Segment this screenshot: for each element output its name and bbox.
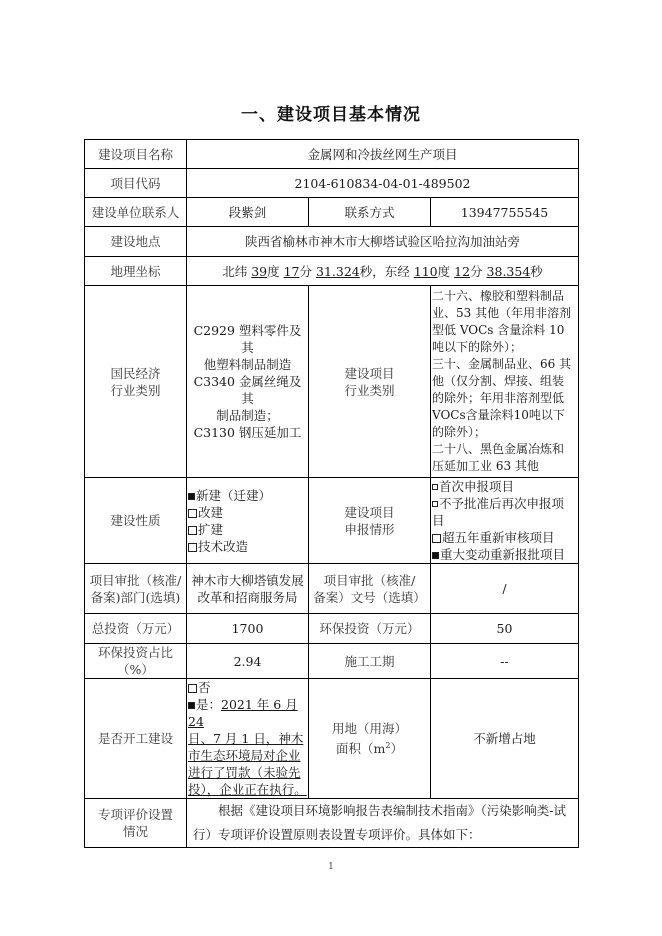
- started-option-no[interactable]: [188, 679, 307, 696]
- industry-line: 型低 VOCs 含量涂料 10: [432, 323, 565, 337]
- coords-value: [187, 257, 579, 286]
- started-detail-line: 投），企业正在执行。: [188, 782, 307, 797]
- declaration-option-resubmit[interactable]: [432, 495, 577, 512]
- label-line: 情况: [122, 824, 148, 839]
- project-code-value: 2104-610834-04-01-489502: [187, 169, 579, 198]
- lon-minutes: 12: [454, 263, 471, 279]
- project-name-value: 金属网和冷拔丝网生产项目: [187, 140, 579, 169]
- lat-degrees: 39: [251, 263, 268, 279]
- industry-line: 他塑料制品制造: [203, 357, 292, 372]
- option-label: 不予批准后再次申报项: [439, 496, 565, 511]
- industry-line: 三十、金属制品业、66 其: [432, 357, 572, 371]
- industry-line: VOCs含量涂料10吨以下: [432, 408, 565, 422]
- superscript: 2: [385, 740, 391, 750]
- value-line: 神木市大柳塔镇发展: [191, 572, 304, 588]
- approval-dept-label: [85, 564, 187, 614]
- started-value: [187, 679, 309, 799]
- started-label: 是否开工建设: [85, 679, 187, 799]
- industry-line: C3340 金属丝绳及其: [193, 374, 302, 406]
- contact-name: 段紫剑: [187, 198, 309, 227]
- industry-line: 的除外；年用非溶剂型低: [432, 391, 565, 405]
- construction-period-value: --: [431, 644, 579, 679]
- env-ratio-value: 2.94: [187, 644, 309, 679]
- land-area-label: [309, 679, 431, 799]
- nature-option-new[interactable]: [188, 487, 307, 504]
- started-option-yes[interactable]: [188, 696, 307, 730]
- nature-option-rebuild[interactable]: [188, 504, 307, 521]
- env-invest-label: 环保投资（万元）: [309, 614, 431, 644]
- row-approval: [85, 564, 579, 614]
- coords-label: 地理坐标: [85, 257, 187, 286]
- label-line: 行业类别: [344, 382, 395, 398]
- label-line: [310, 737, 429, 757]
- started-detail-line: 2021 年 6 月 24: [188, 697, 298, 729]
- sec-unit: 秒: [359, 263, 373, 279]
- row-industry: [85, 286, 579, 478]
- industry-line: C2929 塑料零件及其: [193, 323, 302, 355]
- label-line: 用地（用海）: [331, 720, 407, 736]
- checkbox-empty-icon[interactable]: [432, 484, 438, 490]
- industry-line: 吨以下的除外）；: [432, 340, 523, 354]
- location-label: 建设地点: [85, 227, 187, 257]
- declaration-label: [309, 478, 431, 564]
- row-special-eval: [85, 799, 579, 848]
- row-project-code: [85, 169, 579, 198]
- national-industry-label: [85, 286, 187, 478]
- page-title: 一、建设项目基本情况: [241, 105, 421, 125]
- lat-minutes: 17: [283, 263, 300, 279]
- env-ratio-label: [85, 644, 187, 679]
- option-label: 新建（迁建）: [196, 487, 272, 503]
- label-line: 国民经济: [110, 365, 161, 381]
- coords-separator: ，东经: [372, 263, 410, 279]
- label-line: 环保投资占比: [97, 645, 173, 660]
- total-invest-value: 1700: [187, 614, 309, 644]
- special-eval-label: [85, 799, 187, 848]
- industry-line: 的除外）；: [432, 425, 487, 439]
- checkbox-empty-icon[interactable]: [188, 526, 197, 535]
- option-label: 重大变动重新报批项目: [440, 547, 566, 562]
- label-line: 建设项目: [344, 504, 395, 520]
- checkbox-checked-icon[interactable]: [188, 493, 195, 500]
- started-detail-line: 进行了罚款（未验先: [188, 765, 301, 780]
- checkbox-checked-icon[interactable]: [432, 552, 439, 559]
- label-line: （%）: [117, 662, 154, 677]
- env-invest-value: 50: [431, 614, 579, 644]
- project-code-label: 项目代码: [85, 169, 187, 198]
- location-value: 陕西省榆林市神木市大柳塔试验区哈拉沟加油站旁: [187, 227, 579, 257]
- project-industry-value: [431, 286, 579, 478]
- industry-line: 二十六、橡胶和塑料制品: [432, 289, 565, 303]
- option-label: 改建: [198, 504, 224, 520]
- project-industry-label: [309, 286, 431, 478]
- checkbox-empty-icon[interactable]: [188, 509, 197, 518]
- row-env-ratio: [85, 644, 579, 679]
- row-location: [85, 227, 579, 257]
- option-label: 首次申报项目: [439, 479, 515, 494]
- label-line: 备案）文号（选填）: [313, 589, 426, 605]
- lat-prefix: 北纬: [222, 263, 248, 279]
- option-label: 超五年重新审核项目: [442, 530, 555, 545]
- option-label: 技术改造: [198, 538, 249, 554]
- label-line: 申报情形: [344, 521, 395, 537]
- checkbox-empty-icon[interactable]: [432, 534, 441, 543]
- row-project-name: [85, 140, 579, 169]
- industry-line: C3130 钢压延加工: [193, 425, 302, 440]
- label-text: ）: [390, 741, 403, 757]
- started-detail-line: 日、7 月 1 日，神木: [188, 731, 304, 746]
- declaration-options: [431, 478, 579, 564]
- label-line: 建设项目: [344, 365, 395, 381]
- label-line: 行业类别: [110, 382, 161, 398]
- nature-option-expand[interactable]: [188, 521, 307, 538]
- project-info-table: [84, 139, 579, 848]
- min-unit: 分: [299, 263, 313, 279]
- nature-option-tech[interactable]: [188, 538, 307, 555]
- industry-line: 他（仅分割、焊接、组装: [432, 374, 565, 388]
- row-nature: [85, 478, 579, 564]
- declaration-option-five-year[interactable]: [432, 529, 577, 546]
- project-name-label: 建设项目名称: [85, 140, 187, 169]
- deg-unit: 度: [267, 263, 280, 279]
- value-line: 改革和招商服务局: [197, 589, 298, 605]
- option-label: 否: [198, 680, 211, 695]
- label-text: 面积（m: [336, 741, 386, 757]
- contact-label: 建设单位联系人: [85, 198, 187, 227]
- sec-unit: 秒: [530, 263, 543, 279]
- label-line: 项目审批（核准/: [89, 572, 182, 588]
- declaration-option-major-change[interactable]: [432, 546, 577, 563]
- approval-dept-value: [187, 564, 309, 614]
- nature-options: [187, 478, 309, 564]
- checkbox-empty-icon[interactable]: [188, 543, 197, 552]
- started-detail-line: 市生态环境局对企业: [188, 748, 301, 763]
- construction-period-label: 施工工期: [309, 644, 431, 679]
- checkbox-empty-icon[interactable]: [432, 501, 438, 507]
- approval-doc-label: [309, 564, 431, 614]
- row-started: [85, 679, 579, 799]
- option-label-continued: 目: [432, 513, 445, 528]
- row-investment: [85, 614, 579, 644]
- nature-label: 建设性质: [85, 478, 187, 564]
- option-label: 扩建: [198, 521, 224, 537]
- contact-method-label: 联系方式: [309, 198, 431, 227]
- declaration-option-first[interactable]: [432, 478, 577, 495]
- row-contact: [85, 198, 579, 227]
- lon-degrees: 110: [413, 263, 438, 279]
- industry-line: 制品制造；: [216, 408, 279, 423]
- industry-line: 业、53 其他（年用非溶剂: [432, 306, 572, 320]
- deg-unit: 度: [437, 263, 451, 279]
- land-area-value: 不新增占地: [431, 679, 579, 799]
- checkbox-checked-icon[interactable]: [188, 702, 195, 709]
- min-unit: 分: [470, 263, 483, 279]
- label-line: 项目审批（核准/: [323, 572, 416, 588]
- lat-seconds: 31.324: [316, 263, 360, 279]
- contact-phone: 13947755545: [431, 198, 579, 227]
- option-label: 是：: [196, 697, 222, 712]
- approval-doc-value: /: [431, 564, 579, 614]
- industry-line: 二十八、黑色金属冶炼和: [432, 442, 565, 456]
- special-eval-text: 根据《建设项目环境影响报告表编制技术指南》（污染影响类-试行）专项评价设置原则表设置专项评价。具体如下：: [187, 799, 579, 848]
- label-line: 专项评价设置: [97, 807, 173, 822]
- label-line: 备案)部门(选填): [90, 589, 181, 605]
- total-invest-label: 总投资（万元）: [85, 614, 187, 644]
- lon-seconds: 38.354: [486, 263, 531, 279]
- checkbox-empty-icon[interactable]: [188, 684, 197, 693]
- national-industry-value: [187, 286, 309, 478]
- industry-line: 压延加工业 63 其他: [432, 459, 539, 473]
- page-number: 1: [328, 862, 334, 872]
- row-coords: [85, 257, 579, 286]
